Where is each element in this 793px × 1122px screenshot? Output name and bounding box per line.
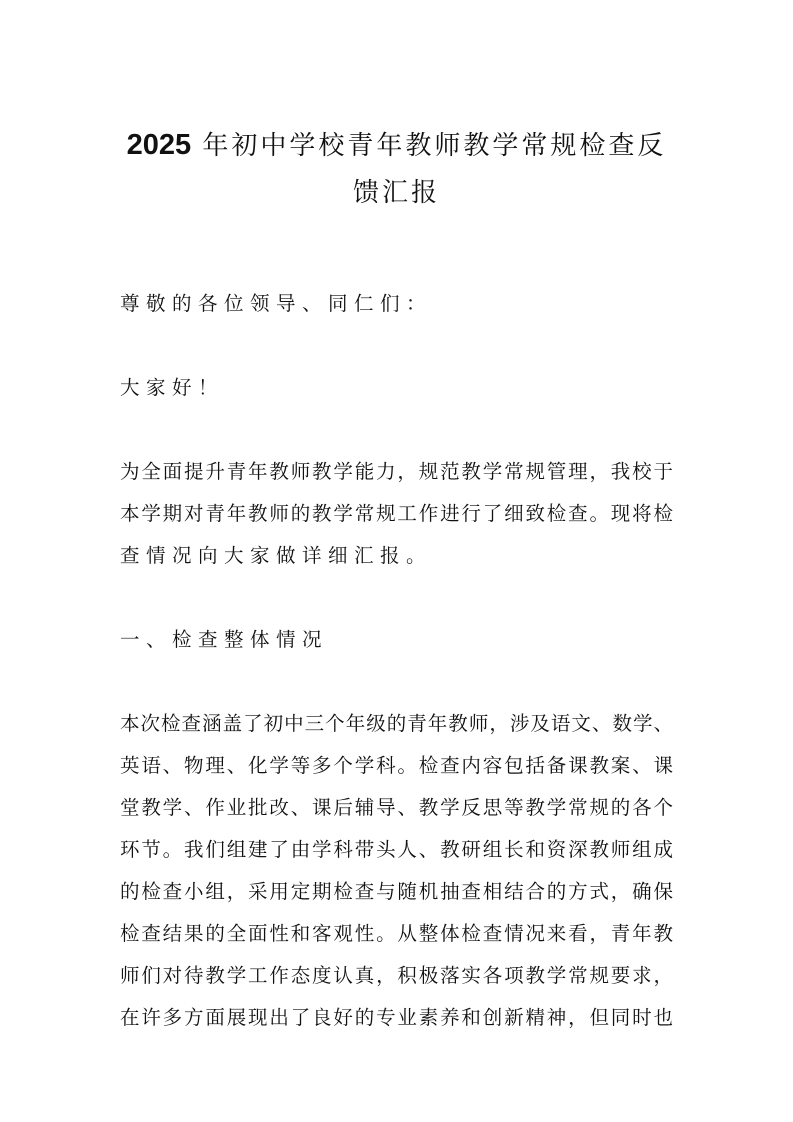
title-text: 年初中学校青年教师教学常规检查反 — [191, 131, 667, 161]
text-line: 本次检查涵盖了初中三个年级的青年教师，涉及语文、数学、 — [120, 712, 673, 735]
document-body — [120, 283, 673, 1039]
paragraph-intro — [120, 451, 673, 577]
text-line: 英语、物理、化学等多个学科。检查内容包括备课教案、课 — [120, 754, 673, 777]
text-line: 堂教学、作业批改、课后辅导、教学反思等教学常规的各个 — [120, 796, 673, 819]
text-line: 环节。我们组建了由学科带头人、教研组长和资深教师组成 — [120, 838, 673, 861]
paragraph-gap — [120, 325, 673, 367]
paragraph-gap — [120, 409, 673, 451]
text-line: 检查结果的全面性和客观性。从整体检查情况来看，青年教 — [120, 922, 673, 945]
text-line: 尊敬的各位领导、同仁们： — [120, 292, 433, 315]
paragraph-gap — [120, 577, 673, 619]
paragraph-greeting — [120, 367, 673, 409]
title-year: 2025 — [126, 129, 192, 161]
title-line-1 — [0, 122, 793, 170]
paragraph-salutation — [120, 283, 673, 325]
paragraph-gap — [120, 661, 673, 703]
text-line: 查情况向大家做详细汇报。 — [120, 544, 433, 567]
title-line-2: 馈汇报 — [352, 178, 440, 208]
text-line: 大家好！ — [120, 376, 225, 399]
text-line: 一、检查整体情况 — [120, 628, 329, 651]
document-title — [0, 122, 793, 217]
text-line: 为全面提升青年教师教学能力，规范教学常规管理，我校于 — [120, 460, 673, 483]
text-line: 本学期对青年教师的教学常规工作进行了细致检查。现将检 — [120, 502, 673, 525]
paragraph-section-heading-1 — [120, 619, 673, 661]
text-line: 的检查小组，采用定期检查与随机抽查相结合的方式，确保 — [120, 880, 673, 903]
text-line: 师们对待教学工作态度认真，积极落实各项教学常规要求， — [120, 964, 673, 987]
paragraph-overview — [120, 703, 673, 1039]
text-line: 在许多方面展现出了良好的专业素养和创新精神，但同时也 — [120, 1006, 673, 1029]
